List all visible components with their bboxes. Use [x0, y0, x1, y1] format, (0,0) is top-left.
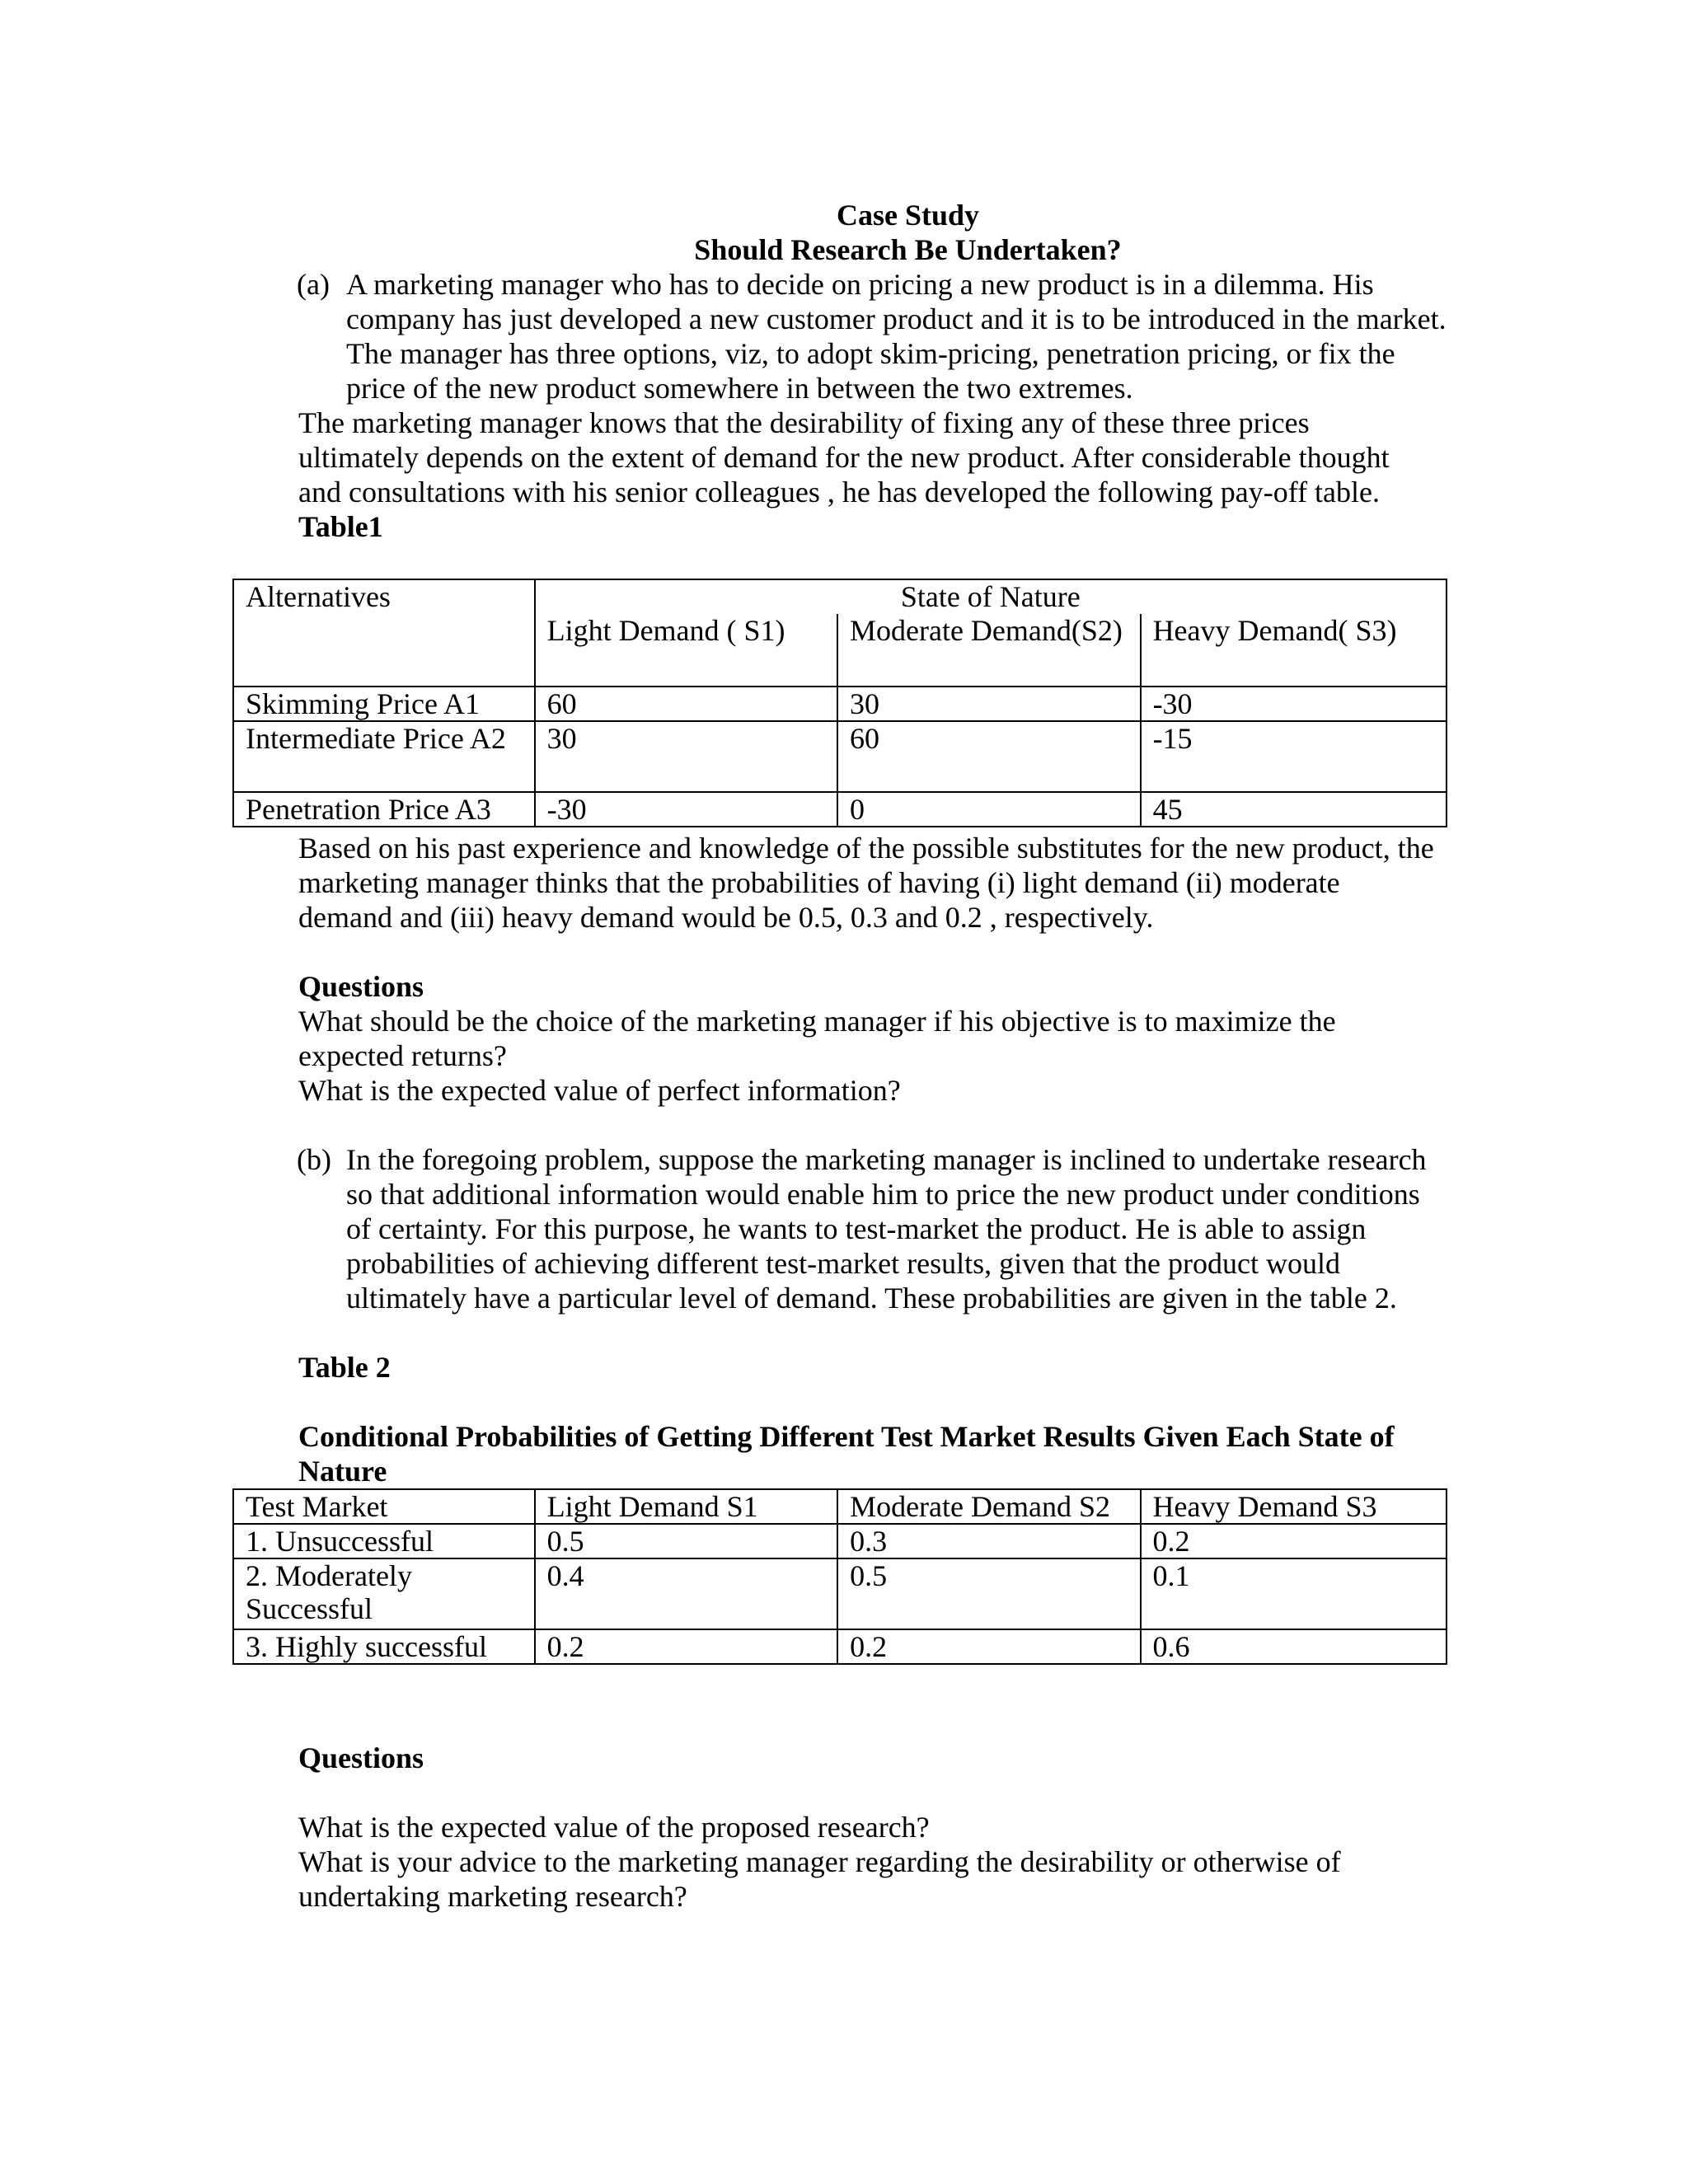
questions1-heading: Questions — [298, 970, 424, 1003]
table2-cell: 0.2 — [1141, 1524, 1447, 1558]
table2-cell: 0.2 — [535, 1629, 837, 1664]
table2-cell: 0.5 — [535, 1524, 837, 1558]
table1-cell: 60 — [535, 687, 837, 721]
table1-cell: 0 — [837, 792, 1141, 827]
table-row — [233, 1489, 1447, 1524]
questions1-q1: What should be the choice of the marketing manager if his objective is to maximize the expected returns? — [298, 1005, 1336, 1072]
table-row — [233, 1629, 1447, 1664]
table1-cell: 30 — [837, 687, 1141, 721]
part-b-text: In the foregoing problem, suppose the marketing manager is inclined to undertake research so that additional information would enable him to price the new product under conditions of certainty. For this purpose, he wants to test-market the product. He is able to assign probabilities of achieving different test-market results, given that the product would ultimately have a particular level of demand. These probabilities are given in the table 2. — [346, 1143, 1427, 1315]
part-a-label: (a) — [297, 268, 330, 301]
table2-row-label: 1. Unsuccessful — [233, 1524, 535, 1558]
table1-row-label: Skimming Price A1 — [233, 687, 535, 721]
table1-corner-cell: Alternatives — [233, 579, 535, 687]
table1-cell: -15 — [1141, 721, 1447, 792]
table1-row-label: Intermediate Price A2 — [233, 721, 535, 792]
table2-corner-cell: Test Market — [233, 1489, 535, 1524]
table2-cell: 0.3 — [837, 1524, 1140, 1558]
part-b — [297, 1142, 1451, 1315]
part-a — [297, 267, 1451, 405]
table1-col-header: Moderate Demand(S2) — [837, 614, 1141, 687]
intro-paragraph: The marketing manager knows that the desirability of fixing any of these three prices ultimately depends on the extent of demand for the new product. After considerable thought and consultations with his senior colleagues , he has developed the following pay-off table. — [298, 406, 1390, 509]
table-row — [233, 1558, 1447, 1629]
table1-cell: -30 — [1141, 687, 1447, 721]
table2-cell: 0.1 — [1141, 1558, 1447, 1629]
table1-group-header: State of Nature — [535, 579, 1447, 614]
table2-row-label: 3. Highly successful — [233, 1629, 535, 1664]
table2-cell: 0.5 — [837, 1558, 1140, 1629]
conditional-probability-table — [232, 1488, 1447, 1665]
table2-cell: 0.6 — [1141, 1629, 1447, 1664]
table2-caption: Conditional Probabilities of Getting Different Test Market Results Given Each State of Nature — [298, 1420, 1395, 1488]
table-row — [233, 792, 1447, 827]
table1-cell: 60 — [837, 721, 1141, 792]
table1-row-label: Penetration Price A3 — [233, 792, 535, 827]
part-a-text: A marketing manager who has to decide on pricing a new product is in a dilemma. His company has just developed a new customer product and it is to be introduced in the market. The manager has three options, viz, to adopt skim-pricing, penetration pricing, or fix the price of the new product somewhere in between the two extremes. — [346, 268, 1447, 405]
questions2-q1: What is the expected value of the proposed research? — [298, 1811, 930, 1844]
payoff-table — [232, 579, 1447, 827]
table1-cell: -30 — [535, 792, 837, 827]
table1-col-header: Light Demand ( S1) — [535, 614, 837, 687]
page-subtitle: Should Research Be Undertaken? — [694, 233, 1122, 266]
table-row — [233, 1524, 1447, 1558]
table2-cell: 0.4 — [535, 1558, 837, 1629]
table2-label: Table 2 — [298, 1351, 391, 1384]
table1-cell: 30 — [535, 721, 837, 792]
questions2-heading: Questions — [298, 1741, 424, 1774]
table2-col-header: Light Demand S1 — [535, 1489, 837, 1524]
probabilities-paragraph: Based on his past experience and knowledge of the possible substitutes for the new product, the marketing manager thinks that the probabilities of having (i) light demand (ii) moderate demand and (iii) heavy demand would be 0.5, 0.3 and 0.2 , respectively. — [298, 832, 1434, 934]
table1-label: Table1 — [298, 510, 383, 543]
part-b-label: (b) — [297, 1143, 331, 1176]
table2-row-label: 2. Moderately Successful — [233, 1558, 535, 1629]
table2-col-header: Moderate Demand S2 — [837, 1489, 1140, 1524]
page-title: Case Study — [836, 199, 980, 232]
questions1-q2: What is the expected value of perfect information? — [298, 1074, 901, 1107]
table2-col-header: Heavy Demand S3 — [1141, 1489, 1447, 1524]
table-row — [233, 687, 1447, 721]
table1-col-header: Heavy Demand( S3) — [1141, 614, 1447, 687]
questions2-q2: What is your advice to the marketing manager regarding the desirability or otherwise of undertaking marketing research? — [298, 1845, 1341, 1913]
table1-cell: 45 — [1141, 792, 1447, 827]
table-row — [233, 721, 1447, 792]
table-row — [233, 579, 1447, 614]
table2-cell: 0.2 — [837, 1629, 1140, 1664]
